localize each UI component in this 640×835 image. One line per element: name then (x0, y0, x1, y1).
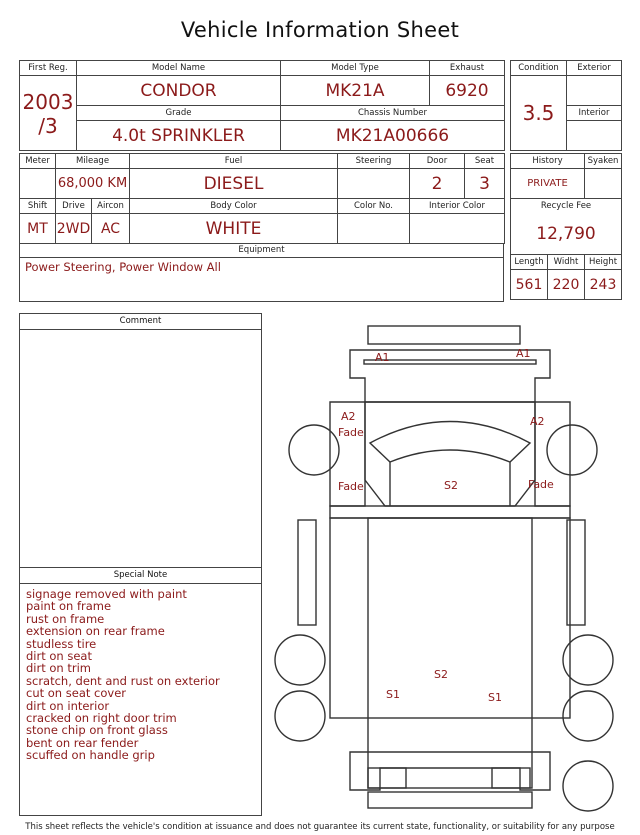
seat-value: 3 (465, 169, 505, 199)
list-item: bent on rear fender (26, 735, 139, 750)
history-table (510, 153, 622, 300)
list-item: paint on frame (26, 599, 112, 614)
grade-value: 4.0t SPRINKLER (77, 121, 281, 151)
mileage-value: 68,000 KM (56, 169, 130, 199)
equipment-label: Equipment (20, 243, 503, 258)
rear-frame (350, 752, 550, 790)
list-item: signage removed with paint (26, 587, 187, 601)
model-type-label: Model Type (281, 61, 430, 76)
shift-label: Shift (20, 199, 56, 214)
condition-label: Condition (511, 61, 567, 76)
front-left-wheel (289, 425, 339, 475)
list-item: dirt on seat (26, 649, 92, 664)
shift-value: MT (20, 214, 56, 244)
special-note-label: Special Note (20, 567, 261, 584)
mark-front-right: A1 (516, 347, 531, 360)
mileage-label: Mileage (56, 154, 130, 169)
list-item: dirt on interior (26, 698, 110, 713)
exhaust-value: 6920 (430, 76, 505, 106)
specs-table (19, 153, 505, 244)
recycle-fee-value: 12,790 (511, 214, 622, 255)
main-info-table (19, 60, 505, 151)
body-color-label: Body Color (130, 199, 338, 214)
meter-label: Meter (20, 154, 56, 169)
comment-label: Comment (20, 314, 261, 330)
history-value: PRIVATE (511, 169, 585, 199)
body-color-value: WHITE (130, 214, 338, 244)
list-item: cracked on right door trim (26, 711, 177, 726)
list-item: studless tire (26, 636, 97, 651)
mark-body-left: S1 (386, 688, 400, 701)
equipment-value: Power Steering, Power Window All (25, 260, 221, 274)
door-label: Door (410, 154, 465, 169)
mark-door-left: A2 (341, 410, 356, 423)
mark-body-center: S2 (434, 668, 448, 681)
rear-left-light (368, 768, 406, 788)
grade-label: Grade (77, 106, 281, 121)
mark-cab: S2 (444, 479, 458, 492)
list-item: scuffed on handle grip (26, 748, 155, 763)
length-label: Length (511, 255, 548, 270)
color-no-value (338, 214, 410, 244)
chassis-number-label: Chassis Number (281, 106, 505, 121)
door-value: 2 (410, 169, 465, 199)
rear-left-wheel-1 (275, 635, 325, 685)
mark-side-left: Fade (338, 480, 364, 493)
height-label: Height (585, 255, 622, 270)
windshield (370, 422, 530, 463)
truck-bed (330, 518, 570, 718)
truck-damage-diagram (270, 320, 635, 815)
list-item: dirt on trim (26, 661, 92, 676)
condition-table (510, 60, 622, 151)
first-reg-value (20, 76, 77, 151)
mark-door-left-fade: Fade (338, 426, 364, 439)
width-label: Widht (548, 255, 585, 270)
interior-value (567, 121, 622, 151)
left-side-bar (298, 520, 316, 625)
rear-right-light (492, 768, 530, 788)
rear-bumper (368, 792, 532, 808)
list-item: scratch, dent and rust on exterior (26, 673, 220, 688)
drive-value: 2WD (56, 214, 92, 244)
special-notes-list (26, 588, 220, 762)
model-type-value: MK21A (281, 76, 430, 106)
interior-color-label: Interior Color (410, 199, 505, 214)
height-value: 243 (585, 270, 622, 300)
equipment-box (19, 243, 504, 302)
first-reg-month: /3 (38, 114, 58, 138)
meter-value (20, 169, 56, 199)
color-no-label: Color No. (338, 199, 410, 214)
list-item: cut on seat cover (26, 686, 127, 701)
comment-box (19, 313, 262, 816)
list-item: rust on frame (26, 611, 105, 626)
bed-inner (368, 518, 532, 788)
drive-label: Drive (56, 199, 92, 214)
width-value: 220 (548, 270, 585, 300)
spare-wheel (563, 761, 613, 811)
chassis-number-value: MK21A00666 (281, 121, 505, 151)
exterior-value (567, 76, 622, 106)
interior-label: Interior (567, 106, 622, 121)
mark-body-right: S1 (488, 691, 502, 704)
interior-color-value (410, 214, 505, 244)
cab-front-trim (364, 360, 536, 364)
list-item: stone chip on front glass (26, 723, 168, 738)
bed-front-rail (330, 506, 570, 518)
fuel-label: Fuel (130, 154, 338, 169)
page-title: Vehicle Information Sheet (180, 18, 460, 42)
steering-label: Steering (338, 154, 410, 169)
syaken-label: Syaken (585, 154, 622, 169)
syaken-value (585, 169, 622, 199)
mark-door-right: A2 (530, 415, 545, 428)
fuel-value: DIESEL (130, 169, 338, 199)
first-reg-label: First Reg. (20, 61, 77, 76)
list-item: extension on rear frame (26, 624, 165, 639)
footer-disclaimer: This sheet reflects the vehicle's condition at issuance and does not guarantee its current state, functionality, or suitability for any purpose (25, 822, 615, 832)
aircon-label: Aircon (92, 199, 130, 214)
exterior-label: Exterior (567, 61, 622, 76)
aircon-value: AC (92, 214, 130, 244)
model-name-label: Model Name (77, 61, 281, 76)
recycle-fee-label: Recycle Fee (511, 199, 622, 214)
rear-left-wheel-2 (275, 691, 325, 741)
front-bumper (368, 326, 520, 344)
front-right-wheel (547, 425, 597, 475)
steering-value (338, 169, 410, 199)
mark-side-right: Fade (528, 478, 554, 491)
length-value: 561 (511, 270, 548, 300)
exhaust-label: Exhaust (430, 61, 505, 76)
mark-front-left: A1 (375, 351, 390, 364)
condition-value: 3.5 (511, 76, 567, 151)
seat-label: Seat (465, 154, 505, 169)
history-label: History (511, 154, 585, 169)
model-name-value: CONDOR (77, 76, 281, 106)
first-reg-year: 2003 (22, 90, 74, 114)
